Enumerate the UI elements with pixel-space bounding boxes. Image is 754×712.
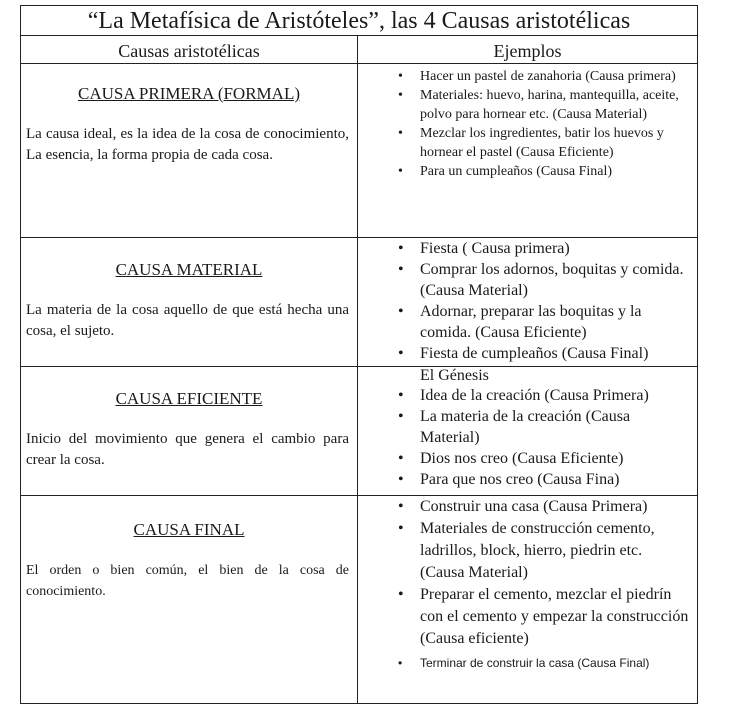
cause-description: El orden o bien común, el bien de la cosa de conocimiento. xyxy=(26,563,349,599)
cause-cell xyxy=(21,367,358,495)
cause-cell xyxy=(21,496,358,703)
cause-description: Inicio del movimiento que genera el cambio para crear la cosa. xyxy=(26,431,349,468)
cause-heading: CAUSA EFICIENTE xyxy=(115,389,263,408)
list-item: • Para un cumpleaños (Causa Final) xyxy=(398,164,613,179)
list-item: • Materiales: huevo, harina, mantequilla, aceite, polvo para hornear etc. (Causa Material) xyxy=(398,88,679,122)
table-row-causa-primera xyxy=(21,64,697,238)
causes-table xyxy=(20,5,698,704)
header-examples: Ejemplos xyxy=(358,36,697,64)
table-row-causa-eficiente xyxy=(21,367,697,496)
cause-description: La causa ideal, es la idea de la cosa de conocimiento, La esencia, la forma propia de cada cosa. xyxy=(26,126,349,163)
list-item: • Fiesta ( Causa primera) xyxy=(398,240,570,257)
list-item: • Hacer un pastel de zanahoria (Causa primera) xyxy=(398,69,676,84)
list-item: • Para que nos creo (Causa Fina) xyxy=(398,471,620,488)
examples-cell xyxy=(358,367,697,495)
list-item: • Idea de la creación (Causa Primera) xyxy=(398,387,649,404)
table-row-causa-final xyxy=(21,496,697,703)
list-item: • La materia de la creación (Causa Material) xyxy=(398,408,631,446)
header-causes: Causas aristotélicas xyxy=(21,36,358,64)
list-item: • Fiesta de cumpleaños (Causa Final) xyxy=(398,345,649,362)
examples-cell xyxy=(358,238,697,366)
list-item: • Materiales de construcción cemento, ladrillos, block, hierro, piedrin etc. (Causa Material) xyxy=(398,520,655,581)
list-item: • Terminar de construir la casa (Causa Final) xyxy=(398,656,650,670)
list-item: • Comprar los adornos, boquitas y comida. (Causa Material) xyxy=(398,261,684,299)
list-item: • Dios nos creo (Causa Eficiente) xyxy=(398,450,624,467)
cause-cell xyxy=(21,238,358,366)
list-item: • Mezclar los ingredientes, batir los huevos y hornear el pastel (Causa Eficiente) xyxy=(398,126,664,160)
list-item: • Adornar, preparar las boquitas y la comida. (Causa Eficiente) xyxy=(398,303,642,341)
cause-heading: CAUSA MATERIAL xyxy=(115,260,263,279)
cause-heading: CAUSA FINAL xyxy=(133,520,245,539)
cause-heading: CAUSA PRIMERA (FORMAL) xyxy=(78,84,300,103)
list-item: • Preparar el cemento, mezclar el piedrín con el cemento y empezar la construcción (Causa eficiente) xyxy=(398,586,689,647)
list-item: • Construir una casa (Causa Primera) xyxy=(398,498,648,515)
cause-cell xyxy=(21,64,358,237)
cause-description: La materia de la cosa aquello de que está hecha una cosa, el sujeto. xyxy=(26,302,349,339)
table-row-causa-material xyxy=(21,238,697,367)
example-intro: El Génesis xyxy=(420,367,489,384)
examples-cell xyxy=(358,64,697,237)
examples-cell xyxy=(358,496,697,703)
table-title: “La Metafísica de Aristóteles”, las 4 Causas aristotélicas xyxy=(21,6,697,36)
